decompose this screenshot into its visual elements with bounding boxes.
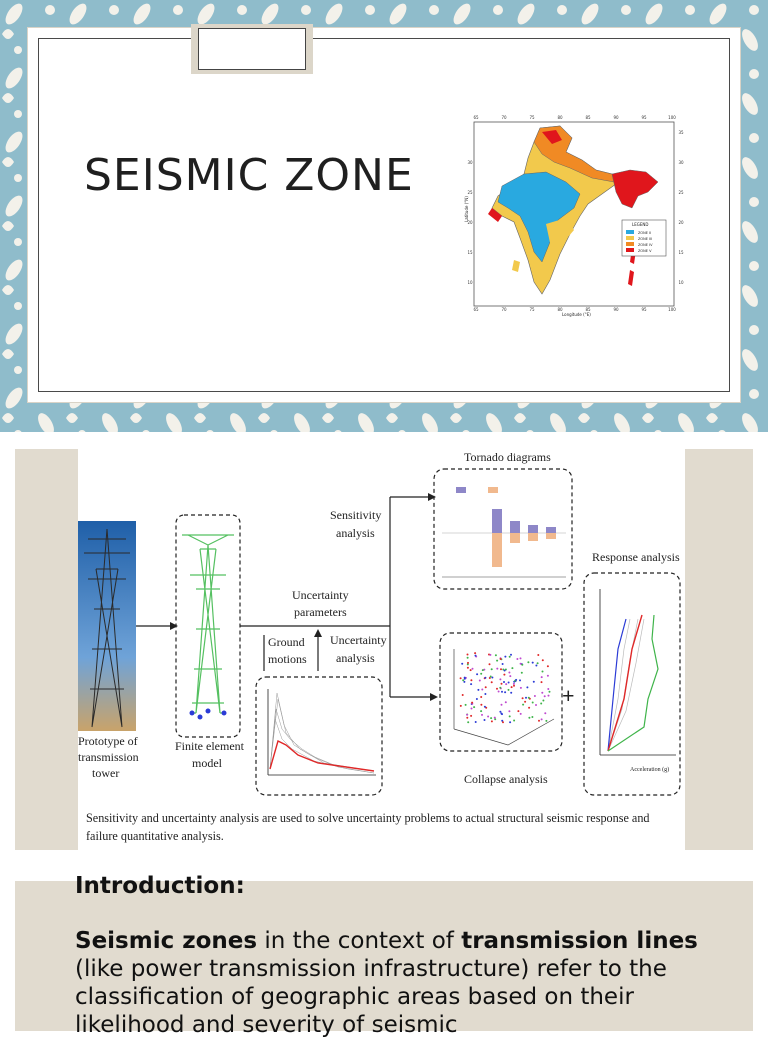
scatter-point	[532, 702, 534, 704]
scatter-point	[474, 652, 476, 654]
map-bottom-tick: 65	[473, 307, 479, 312]
map-left-tick: 15	[467, 250, 473, 255]
fem-label-1: Finite element	[175, 739, 244, 753]
response-box	[584, 573, 680, 795]
map-right-tick: 10	[678, 280, 684, 285]
scatter-point	[484, 677, 486, 679]
map-top-tick: 65	[473, 115, 479, 120]
scatter-point	[484, 706, 486, 708]
scatter-point	[479, 680, 481, 682]
scatter-point	[505, 683, 507, 685]
prototype-label-3: tower	[92, 766, 120, 780]
map-right-tick: 35	[678, 130, 684, 135]
scatter-point	[501, 683, 503, 685]
scatter-point	[520, 687, 522, 689]
scatter-point	[496, 660, 498, 662]
scatter-point	[499, 687, 501, 689]
scatter-point	[522, 697, 524, 699]
scatter-point	[465, 704, 467, 706]
scatter-point	[510, 692, 512, 694]
map-top-tick: 70	[501, 115, 507, 120]
scatter-point	[470, 669, 472, 671]
scatter-point	[475, 721, 477, 723]
scatter-point	[498, 691, 500, 693]
scatter-point	[547, 688, 549, 690]
scatter-point	[521, 672, 523, 674]
scatter-point	[467, 667, 469, 669]
map-legend-swatch	[626, 242, 634, 246]
fem-label-2: model	[192, 756, 222, 770]
sensitivity-label-1: Sensitivity	[330, 508, 382, 522]
scatter-point	[511, 686, 513, 688]
scatter-point	[460, 677, 462, 679]
map-bottom-tick: 95	[641, 307, 647, 312]
scatter-point	[467, 721, 469, 723]
scatter-point	[480, 696, 482, 698]
scatter-point	[504, 691, 506, 693]
scatter-point	[528, 717, 530, 719]
scatter-point	[528, 697, 530, 699]
map-legend-swatch	[626, 236, 634, 240]
scatter-point	[490, 717, 492, 719]
scatter-point	[481, 714, 483, 716]
tornado-label: Tornado diagrams	[464, 450, 551, 464]
map-top-tick: 95	[641, 115, 647, 120]
scatter-point	[510, 654, 512, 656]
scatter-point	[513, 720, 515, 722]
scatter-point	[541, 692, 543, 694]
scatter-point	[500, 713, 502, 715]
collapse-label: Collapse analysis	[464, 772, 548, 786]
scatter-point	[542, 671, 544, 673]
scatter-point	[525, 697, 527, 699]
scatter-point	[484, 693, 486, 695]
scatter-point	[481, 689, 483, 691]
scatter-point	[524, 701, 526, 703]
scatter-point	[484, 719, 486, 721]
map-bottom-tick: 100	[668, 307, 676, 312]
scatter-point	[494, 717, 496, 719]
ground-motion-box	[256, 677, 382, 795]
scatter-point	[516, 658, 518, 660]
scatter-point	[534, 695, 536, 697]
map-left-tick: 30	[467, 160, 473, 165]
scatter-point	[495, 654, 497, 656]
uncertainty-params-label-2: parameters	[294, 605, 347, 619]
scatter-point	[473, 706, 475, 708]
scatter-point	[487, 716, 489, 718]
scatter-point	[541, 681, 543, 683]
scatter-point	[476, 698, 478, 700]
map-ylabel: Latitude (°N)	[464, 196, 469, 222]
scatter-point	[502, 663, 504, 665]
india-seismic-zone-map	[462, 112, 690, 322]
scatter-point	[541, 676, 543, 678]
map-top-tick: 80	[557, 115, 563, 120]
slide-seismic-zone	[0, 0, 768, 432]
scatter-point	[501, 691, 503, 693]
scatter-point	[535, 665, 537, 667]
scatter-point	[489, 654, 491, 656]
map-right-tick: 30	[678, 160, 684, 165]
ground-motion-spectra	[270, 693, 374, 773]
scatter-point	[520, 713, 522, 715]
scatter-point	[540, 703, 542, 705]
scatter-point	[482, 669, 484, 671]
scatter-point	[509, 656, 511, 658]
plus-sign: +	[562, 683, 575, 708]
scatter-point	[499, 711, 501, 713]
scatter-point	[471, 708, 473, 710]
scatter-point	[508, 682, 510, 684]
scatter-point	[489, 663, 491, 665]
scatter-point	[491, 668, 493, 670]
map-legend-swatch	[626, 248, 634, 252]
scatter-point	[508, 689, 510, 691]
scatter-point	[511, 667, 513, 669]
scatter-point	[509, 715, 511, 717]
scatter-point	[496, 668, 498, 670]
scatter-point	[466, 717, 468, 719]
scatter-point	[533, 681, 535, 683]
scatter-point	[467, 654, 469, 656]
scatter-point	[491, 681, 493, 683]
scatter-point	[522, 704, 524, 706]
map-bottom-tick: 80	[557, 307, 563, 312]
scatter-point	[549, 691, 551, 693]
map-right-tick: 25	[678, 190, 684, 195]
scatter-point	[513, 685, 515, 687]
scatter-point	[504, 670, 506, 672]
map-legend-label: ZONE III	[638, 237, 653, 241]
scatter-point	[485, 686, 487, 688]
intro-heading: Introduction:	[75, 873, 245, 899]
scatter-point	[466, 714, 468, 716]
map-legend-label: ZONE V	[638, 249, 652, 253]
scatter-point	[480, 673, 482, 675]
scatter-point	[463, 681, 465, 683]
scatter-point	[527, 661, 529, 663]
scatter-point	[461, 663, 463, 665]
scatter-point	[503, 674, 505, 676]
scatter-point	[460, 705, 462, 707]
scatter-point	[528, 707, 530, 709]
map-right-tick: 15	[678, 250, 684, 255]
tornado-bar	[492, 533, 502, 567]
map-bottom-tick: 75	[529, 307, 535, 312]
intro-paragraph	[75, 927, 715, 1039]
map-top-tick: 90	[613, 115, 619, 120]
scatter-point	[496, 688, 498, 690]
scatter-point	[508, 710, 510, 712]
scatter-point	[503, 681, 505, 683]
prototype-label-2: transmission	[78, 750, 139, 764]
scatter-point	[535, 704, 537, 706]
scatter-point	[490, 676, 492, 678]
tornado-bar	[492, 509, 502, 533]
scatter-point	[502, 721, 504, 723]
scatter-point	[545, 720, 547, 722]
scatter-point	[491, 677, 493, 679]
scatter-point	[541, 718, 543, 720]
diagram-caption-2: failure quantitative analysis.	[86, 829, 224, 843]
sensitivity-label-2: analysis	[336, 526, 375, 540]
scatter-point	[547, 665, 549, 667]
scatter-point	[517, 710, 519, 712]
scatter-point	[520, 657, 522, 659]
collapse-box	[440, 633, 562, 751]
scatter-point	[499, 678, 501, 680]
scatter-point	[477, 689, 479, 691]
scatter-point	[531, 716, 533, 718]
response-curves	[608, 615, 658, 751]
scatter-point	[467, 662, 469, 664]
scatter-point	[542, 700, 544, 702]
scatter-point	[521, 664, 523, 666]
scatter-point	[505, 701, 507, 703]
map-legend-label: ZONE IV	[638, 243, 653, 247]
scatter-point	[501, 704, 503, 706]
ground-motion-mean	[270, 741, 374, 771]
ground-motions-label-2: motions	[268, 652, 307, 666]
svg-text:Acceleration (g): Acceleration (g)	[630, 767, 670, 773]
scatter-point	[500, 668, 502, 670]
scatter-point	[537, 662, 539, 664]
ground-motions-label-1: Ground	[268, 635, 305, 649]
scatter-point	[476, 673, 478, 675]
scatter-point	[515, 679, 517, 681]
slide-analysis-diagram	[15, 449, 753, 850]
scatter-point	[470, 715, 472, 717]
uncertainty-analysis-label-2: analysis	[336, 651, 375, 665]
scatter-point	[475, 655, 477, 657]
map-right-tick: 20	[678, 220, 684, 225]
scatter-point	[513, 683, 515, 685]
scatter-point	[520, 663, 522, 665]
scatter-point	[538, 720, 540, 722]
map-bottom-tick: 85	[585, 307, 591, 312]
intro-text-1: in the context of	[257, 928, 462, 954]
prototype-label-1: Prototype of	[78, 734, 138, 748]
scatter-point	[526, 686, 528, 688]
map-legend-title: LEGEND	[632, 222, 649, 227]
scatter-point	[519, 679, 521, 681]
scatter-point	[467, 657, 469, 659]
uncertainty-analysis-label-1: Uncertainty	[330, 633, 387, 647]
scatter-point	[500, 658, 502, 660]
map-bottom-tick: 90	[613, 307, 619, 312]
scatter-point	[470, 683, 472, 685]
scatter-point	[548, 695, 550, 697]
map-top-tick: 85	[585, 115, 591, 120]
scatter-point	[491, 720, 493, 722]
map-legend-label: ZONE II	[638, 231, 652, 235]
map-top-tick: 100	[668, 115, 676, 120]
scatter-point	[480, 704, 482, 706]
uncertainty-params-label-1: Uncertainty	[292, 588, 349, 602]
scatter-point	[544, 712, 546, 714]
scatter-point	[509, 675, 511, 677]
fem-tower-model	[182, 535, 234, 713]
scatter-point	[508, 672, 510, 674]
scatter-point	[547, 675, 549, 677]
scatter-point	[472, 668, 474, 670]
collapse-scatter	[460, 652, 551, 723]
slide-title: SEISMIC ZONE	[84, 150, 414, 201]
scatter-point	[544, 695, 546, 697]
scatter-point	[537, 654, 539, 656]
diagram-caption-1: Sensitivity and uncertainty analysis are used to solve uncertainty problems to actual structural seismic response and	[86, 811, 650, 825]
slide-introduction	[15, 873, 753, 1038]
scatter-point	[504, 656, 506, 658]
map-left-tick: 10	[467, 280, 473, 285]
scatter-point	[462, 694, 464, 696]
scatter-point	[470, 679, 472, 681]
scatter-point	[480, 710, 482, 712]
map-legend-swatch	[626, 230, 634, 234]
intro-bold-transmission-lines: transmission lines	[461, 928, 698, 954]
map-bottom-tick: 70	[501, 307, 507, 312]
map-left-tick: 20	[467, 220, 473, 225]
scatter-point	[542, 659, 544, 661]
scatter-point	[532, 662, 534, 664]
scatter-point	[462, 679, 464, 681]
intro-bold-seismic-zones: Seismic zones	[75, 928, 258, 954]
map-left-tick: 25	[467, 190, 473, 195]
scatter-point	[464, 677, 466, 679]
map-xlabel: Longitude (°E)	[562, 312, 591, 317]
map-top-tick: 75	[529, 115, 535, 120]
intro-text-2: (like power transmission infrastructure) refer to the classification of geographic areas based on their likelihood and severity of seismic	[75, 956, 667, 1038]
scatter-point	[509, 721, 511, 723]
scatter-point	[471, 702, 473, 704]
response-label: Response analysis	[592, 550, 680, 564]
analysis-flow-diagram	[78, 449, 685, 850]
tab-decoration	[191, 24, 313, 74]
